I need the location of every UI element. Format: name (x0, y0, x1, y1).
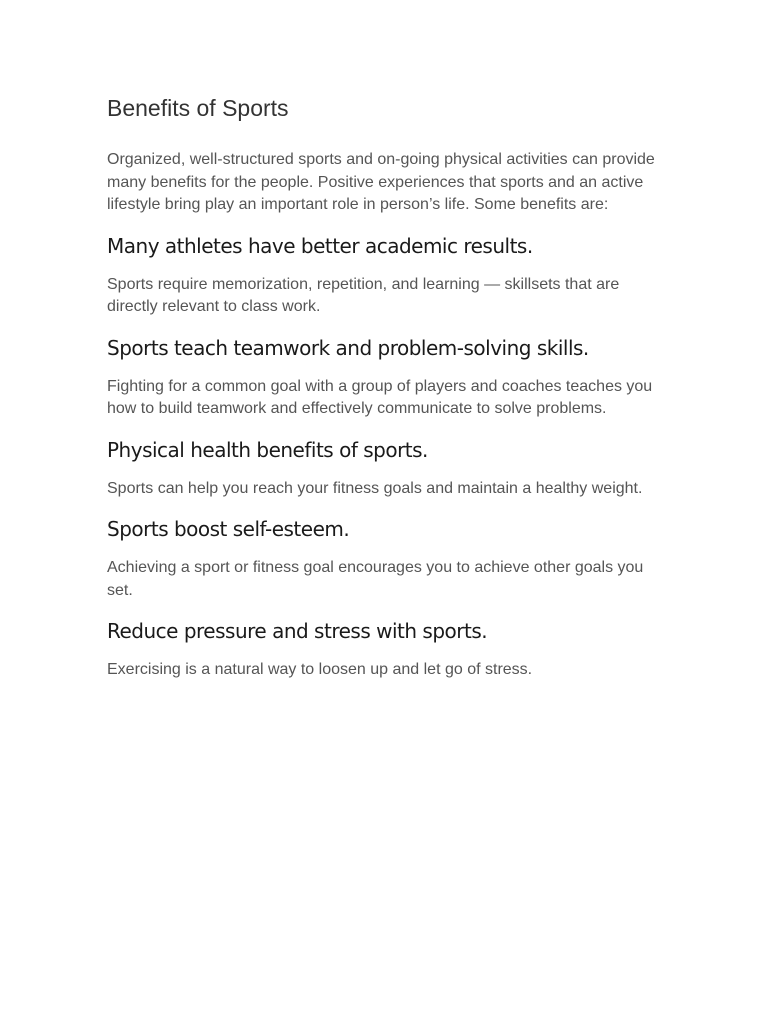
intro-paragraph: Organized, well-structured sports and on-going physical activities can provide many benefits for the people. Positive experiences that sports and an active lifestyle bring play an important role in person’s life. Some benefits are: (107, 151, 655, 213)
section-teamwork (107, 334, 655, 421)
section-academic (107, 232, 655, 319)
section-heading: Many athletes have better academic results. (107, 233, 533, 258)
section-body: Achieving a sport or fitness goal encourages you to achieve other goals you set. (107, 559, 644, 599)
document-title: Benefits of Sports (107, 95, 289, 121)
section-stress (107, 617, 655, 682)
section-heading: Reduce pressure and stress with sports. (107, 619, 488, 643)
section-self-esteem (107, 515, 655, 602)
section-body: Sports can help you reach your fitness goals and maintain a healthy weight. (107, 479, 643, 497)
section-body: Fighting for a common goal with a group of players and coaches teaches you how to build teamwork and effectively communicate to solve problems. (107, 377, 653, 417)
document-content (107, 93, 655, 682)
section-heading: Sports boost self-esteem. (107, 517, 350, 541)
section-physical-health (107, 436, 655, 501)
section-body: Sports require memorization, repetition, and learning — skillsets that are directly relevant to class work. (107, 275, 620, 315)
section-body: Exercising is a natural way to loosen up and let go of stress. (107, 661, 533, 678)
section-heading: Sports teach teamwork and problem-solving skills. (107, 335, 589, 360)
section-heading: Physical health benefits of sports. (107, 437, 428, 462)
